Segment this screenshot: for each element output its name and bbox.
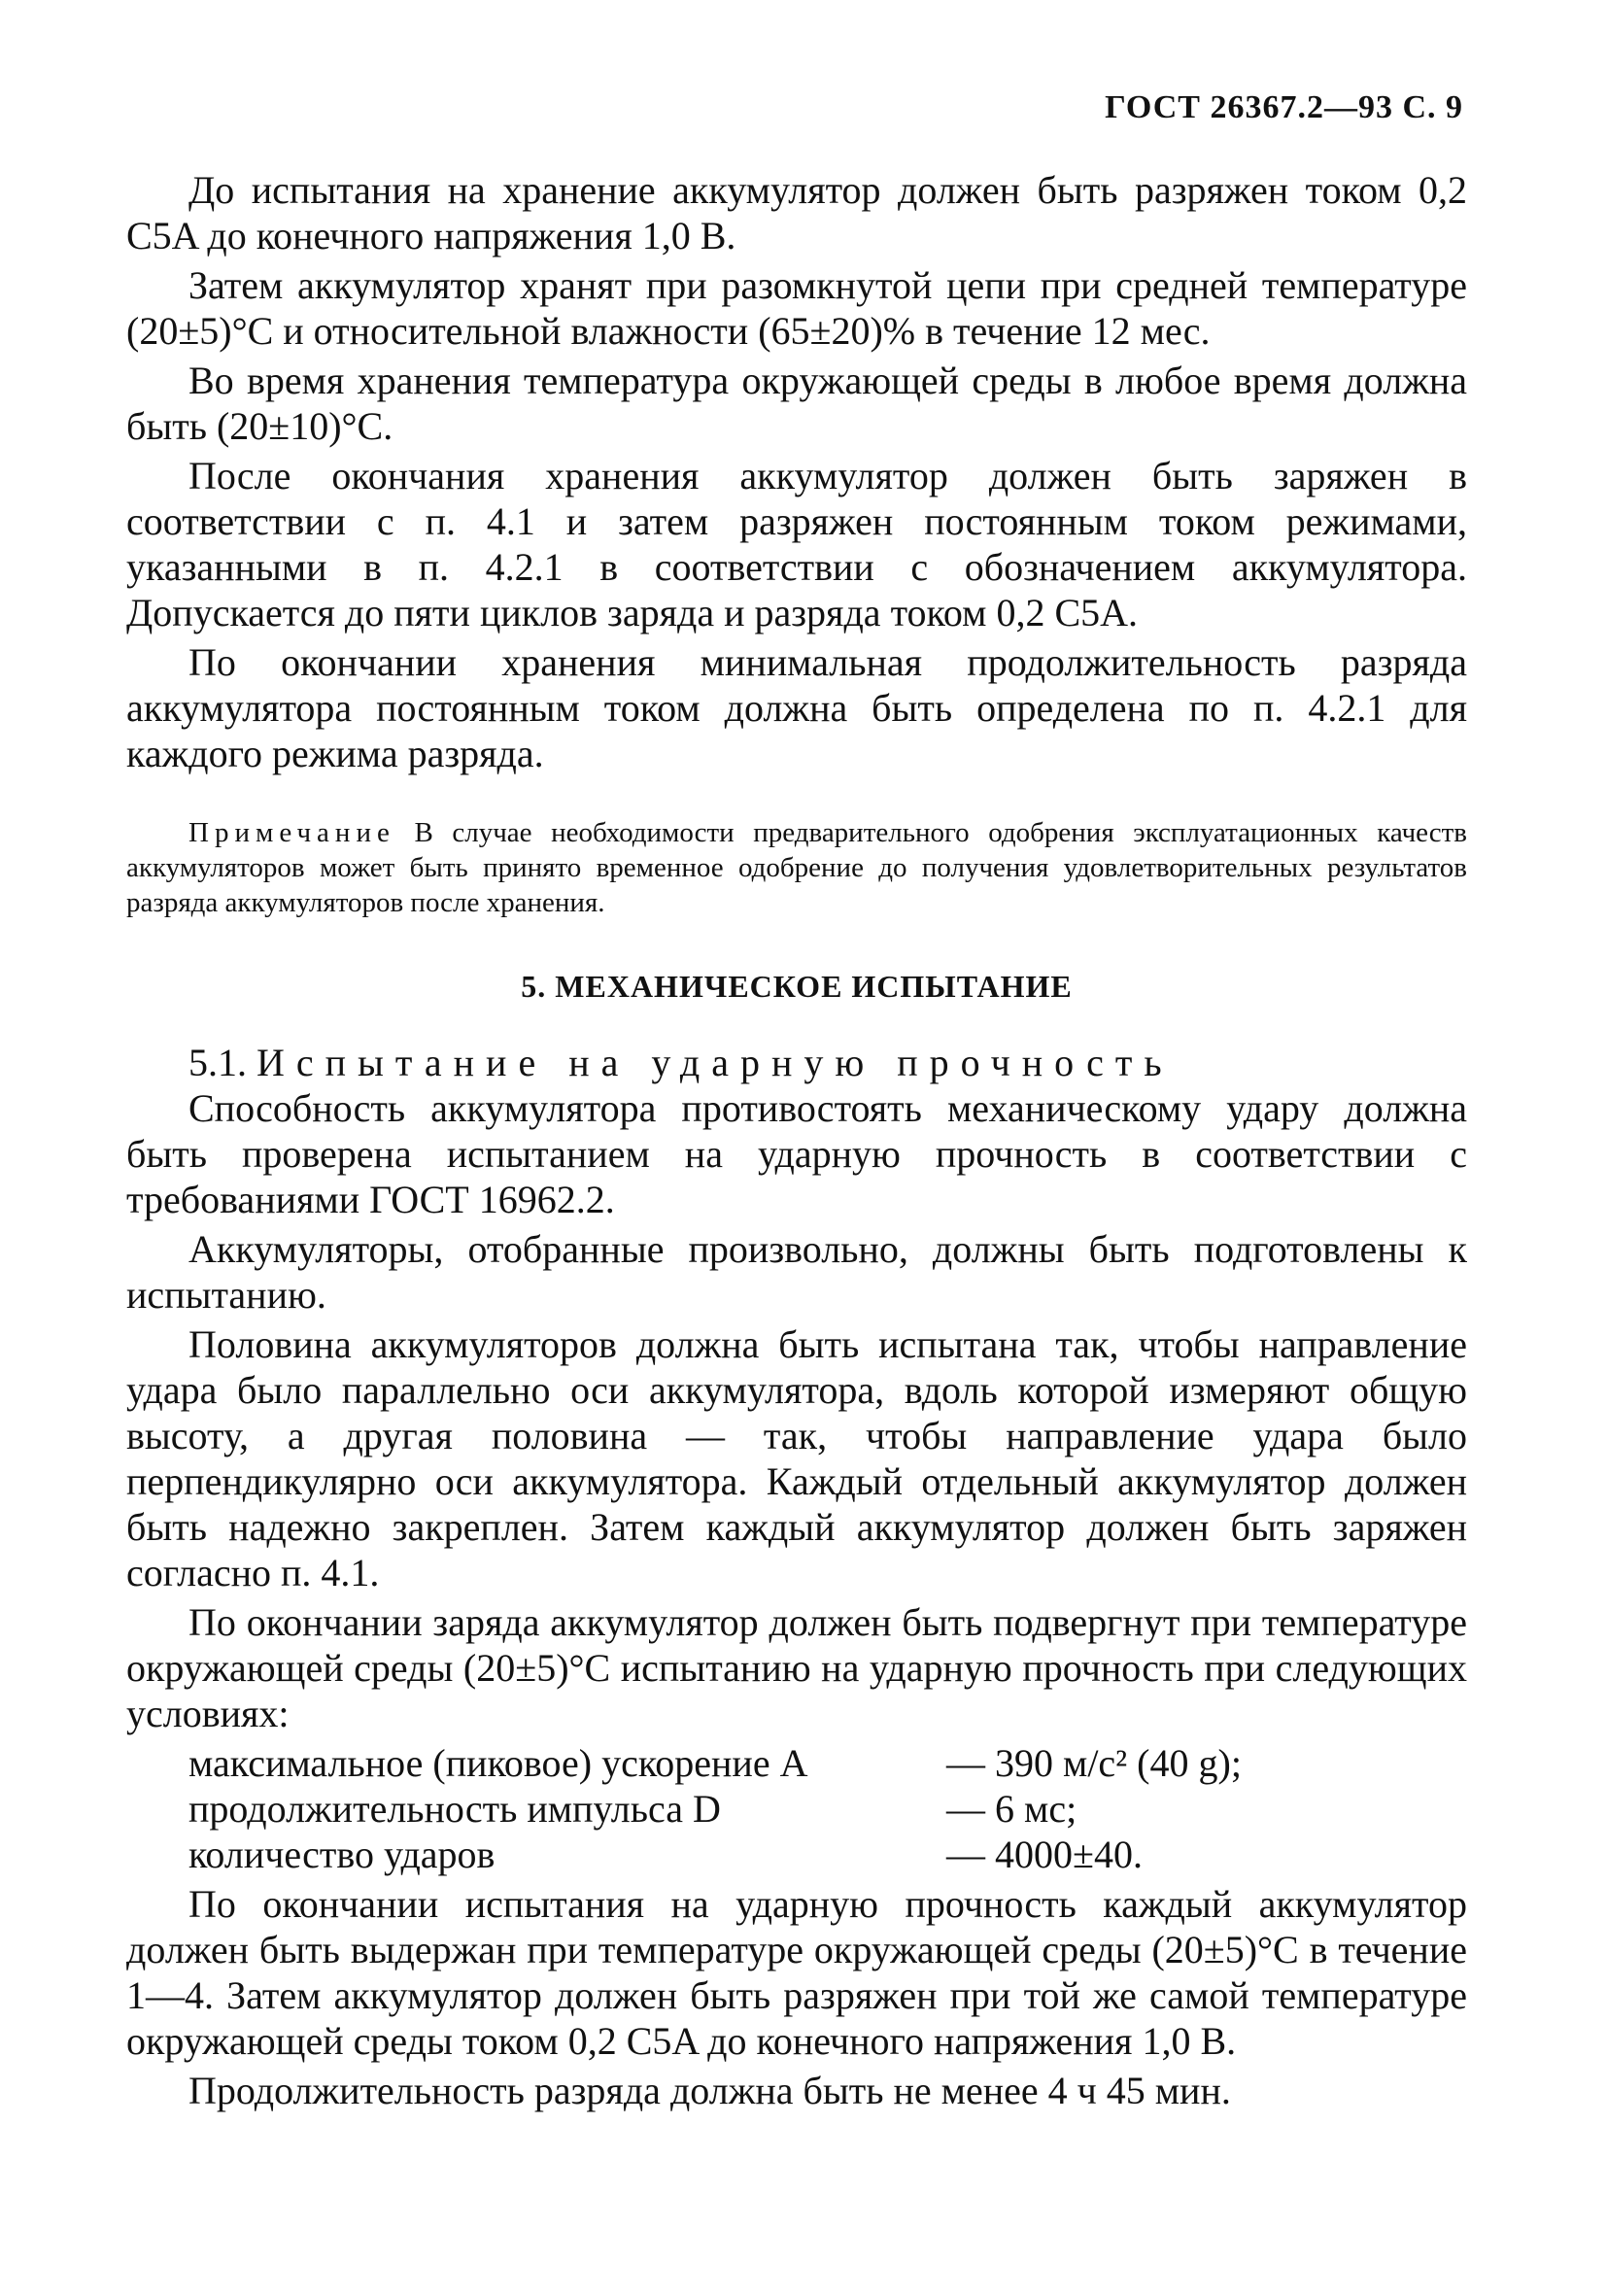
condition-label: количество ударов <box>188 1833 496 1876</box>
section-title: 5. МЕХАНИЧЕСКОЕ ИСПЫТАНИЕ <box>521 969 1073 1004</box>
note-label: Примечание <box>188 817 395 848</box>
note <box>126 815 1467 920</box>
condition-row <box>126 1832 1467 1877</box>
document-body <box>126 167 1467 2117</box>
condition-value: — 4000±40. <box>946 1833 1143 1876</box>
subsection-number: 5.1. <box>188 1041 247 1084</box>
paragraph: Затем аккумулятор хранят при разомкнутой цепи при средней температуре (20±5)°С и относительной влажности (65±20)% в течение 12 мес. <box>126 263 1467 353</box>
condition-value: — 6 мс; <box>946 1787 1077 1831</box>
condition-row <box>126 1786 1467 1832</box>
paragraph: Способность аккумулятора противостоять механическому удару должна быть проверена испытанием на ударную прочность в соответствии с требованиями ГОСТ 16962.2. <box>126 1086 1467 1221</box>
paragraph: По окончании заряда аккумулятор должен быть подвергнут при температуре окружающей среды (20±5)°С испытанию на ударную прочность при следующих условиях: <box>126 1600 1467 1735</box>
condition-label: максимальное (пиковое) ускорение А <box>188 1741 808 1785</box>
subsection-title: Испытание на ударную прочность <box>256 1041 1174 1084</box>
subsection-heading <box>126 1040 1467 1085</box>
paragraph: Продолжительность разряда должна быть не менее 4 ч 45 мин. <box>188 2069 1231 2112</box>
paragraph: По окончании испытания на ударную прочность каждый аккумулятор должен быть выдержан при температуре окружающей среды (20±5)°С в течение 1—4. Затем аккумулятор должен быть разряжен при той же самой температуре окружающей среды током 0,2 C5A до конечного напряжения 1,0 В. <box>126 1882 1467 2063</box>
paragraph: После окончания хранения аккумулятор должен быть заряжен в соответствии с п. 4.1 и затем разряжен постоянным током режимами, указанными в п. 4.2.1 в соответствии с обозначением аккумулятора. Допускается до пяти циклов заряда и разряда током 0,2 C5A. <box>126 454 1467 634</box>
condition-label: продолжительность импульса D <box>188 1787 721 1831</box>
paragraph: До испытания на хранение аккумулятор должен быть разряжен током 0,2 C5A до конечного напряжения 1,0 В. <box>126 168 1467 257</box>
paragraph: Аккумуляторы, отобранные произвольно, должны быть подготовлены к испытанию. <box>126 1227 1467 1317</box>
page-header: ГОСТ 26367.2—93 С. 9 <box>1105 89 1463 125</box>
condition-row <box>126 1740 1467 1786</box>
paragraph: Половина аккумуляторов должна быть испытана так, чтобы направление удара было параллельно оси аккумулятора, вдоль которой измеряют общую высоту, а другая половина — так, чтобы направление удара было перпендикулярно оси аккумулятора. Каждый отдельный аккумулятор должен быть надежно закреплен. Затем каждый аккумулятор должен быть заряжен согласно п. 4.1. <box>126 1322 1467 1594</box>
condition-value: — 390 м/с² (40 g); <box>946 1741 1242 1785</box>
paragraph: Во время хранения температура окружающей среды в любое время должна быть (20±10)°С. <box>126 359 1467 448</box>
note-text: В случае необходимости предварительного одобрения эксплуатационных качеств аккумуляторов может быть принято временное одобрение до получения удовлетворительных результатов разряда аккумуляторов после хранения. <box>126 817 1467 918</box>
paragraph: По окончании хранения минимальная продолжительность разряда аккумулятора постоянным током должна быть определена по п. 4.2.1 для каждого режима разряда. <box>126 640 1467 775</box>
